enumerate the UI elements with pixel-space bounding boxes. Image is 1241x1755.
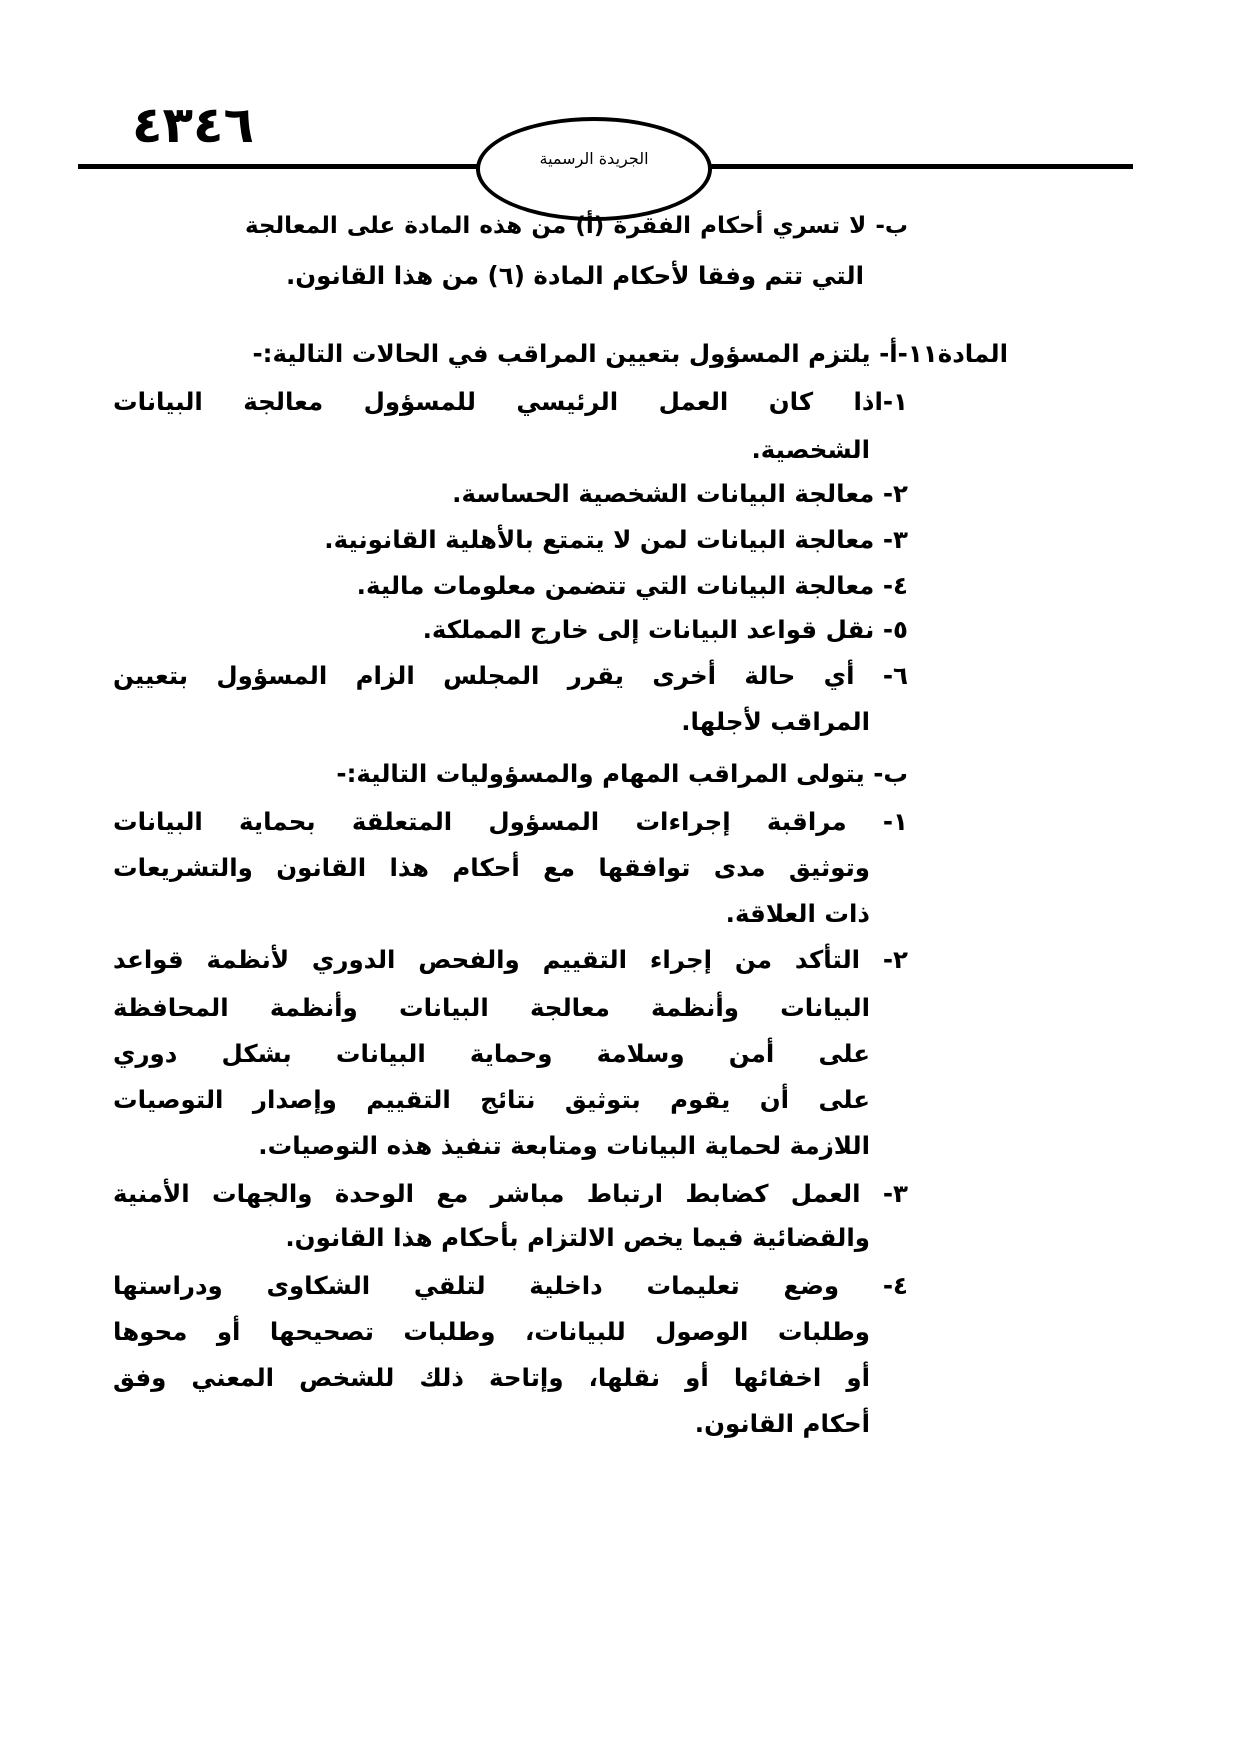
article-11-item-line: ٤- معالجة البيانات التي تتضمن معلومات مالية. (356, 571, 908, 600)
paragraph-b2-item-line: وطلبات الوصول للبيانات، وطلبات تصحيحها أو محوها (113, 1317, 870, 1346)
article-11-heading: المادة١١-أ- يلتزم المسؤول بتعيين المراقب في الحالات التالية:- (252, 339, 1008, 368)
paragraph-b2-item-line: أحكام القانون. (694, 1409, 870, 1438)
paragraph-b2-heading: ب- يتولى المراقب المهام والمسؤوليات التالية:- (336, 759, 908, 788)
paragraph-b2-item-line: والقضائية فيما يخص الالتزام بأحكام هذا القانون. (285, 1223, 870, 1252)
paragraph-b2-item-line: ٣- العمل كضابط ارتباط مباشر مع الوحدة والجهات الأمنية (113, 1179, 908, 1208)
paragraph-b2-item-line: اللازمة لحماية البيانات ومتابعة تنفيذ هذه التوصيات. (258, 1131, 870, 1160)
gazette-header-oval (476, 117, 712, 221)
paragraph-b2-item-line: البيانات وأنظمة معالجة البيانات وأنظمة المحافظة (113, 993, 870, 1022)
paragraph-b1-line: ب- لا تسري أحكام الفقرة (أ) من هذه المادة على المعالجة (245, 213, 908, 239)
article-11-item-line: ٣- معالجة البيانات لمن لا يتمتع بالأهلية القانونية. (324, 525, 908, 554)
paragraph-b2-item-line: على أمن وسلامة وحماية البيانات بشكل دوري (113, 1039, 870, 1068)
article-11-item-line: ٢- معالجة البيانات الشخصية الحساسة. (452, 479, 908, 508)
page-number: ٤٣٤٦ (132, 96, 255, 154)
article-11-item-line: ١-اذا كان العمل الرئيسي للمسؤول معالجة البيانات (113, 387, 908, 416)
paragraph-b2-item-line: على أن يقوم بتوثيق نتائج التقييم وإصدار التوصيات (113, 1085, 870, 1114)
paragraph-b1-line: التي تتم وفقا لأحكام المادة (٦) من هذا القانون. (285, 261, 864, 290)
article-11-item-line: ٦- أي حالة أخرى يقرر المجلس الزام المسؤول بتعيين (113, 661, 908, 690)
paragraph-b2-item-line: وتوثيق مدى توافقها مع أحكام هذا القانون والتشريعات (113, 853, 870, 882)
paragraph-b2-item-line: ٢- التأكد من إجراء التقييم والفحص الدوري لأنظمة قواعد (113, 945, 908, 974)
paragraph-b2-item-line: ١- مراقبة إجراءات المسؤول المتعلقة بحماية البيانات (113, 807, 908, 836)
gazette-title: الجريدة الرسمية (539, 148, 649, 168)
paragraph-b2-item-line: ذات العلاقة. (725, 899, 870, 928)
article-11-item-line: الشخصية. (751, 435, 870, 464)
article-11-item-line: ٥- نقل قواعد البيانات إلى خارج المملكة. (422, 615, 908, 644)
article-11-item-line: المراقب لأجلها. (681, 707, 870, 736)
paragraph-b2-item-line: أو اخفائها أو نقلها، وإتاحة ذلك للشخص المعني وفق (113, 1363, 870, 1392)
paragraph-b2-item-line: ٤- وضع تعليمات داخلية لتلقي الشكاوى ودراستها (113, 1271, 908, 1300)
